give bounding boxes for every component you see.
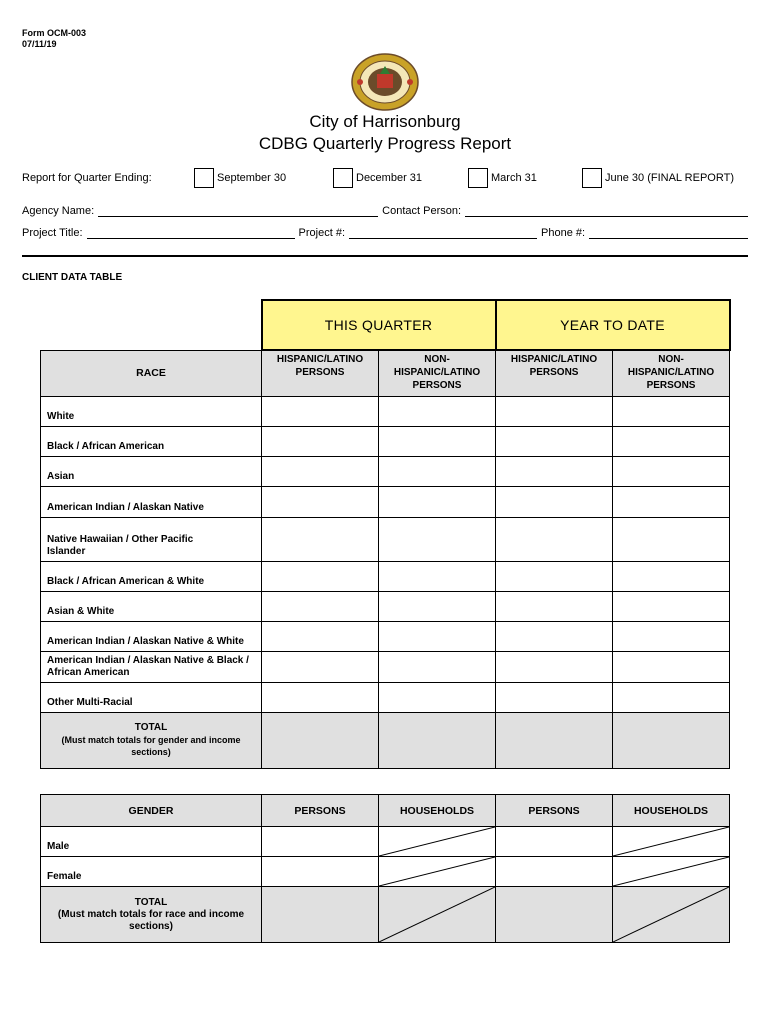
gender-column-header: GENDER [41,795,262,827]
race-row-label: Asian & White [41,591,262,621]
race-input-cell[interactable] [379,426,496,456]
option-december-31: December 31 [356,172,423,184]
project-number-label: Project #: [298,227,345,239]
race-row-label: American Indian / Alaskan Native & White [41,621,262,651]
race-input-cell[interactable] [262,682,379,712]
crossed-out-cell [379,827,496,857]
race-row-label: Other Multi-Racial [41,682,262,712]
race-input-cell[interactable] [613,651,730,682]
ytd-non-hispanic-header: NON- HISPANIC/LATINO PERSONS [613,350,730,396]
option-september-30: September 30 [217,172,287,184]
form-number: Form OCM-003 [22,28,87,38]
race-input-cell[interactable] [379,621,496,651]
race-input-cell[interactable] [379,651,496,682]
race-data-table [40,299,731,769]
checkbox-march-31[interactable] [468,168,488,188]
race-input-cell[interactable] [379,561,496,591]
project-title-label: Project Title: [22,227,83,239]
phone-field[interactable] [589,226,748,239]
agency-name-field[interactable] [98,204,378,217]
report-title-name: CDBG Quarterly Progress Report [258,134,512,153]
crossed-out-cell [613,887,730,943]
option-march-31: March 31 [491,172,537,184]
form-number-block [22,28,86,50]
race-input-cell[interactable] [379,456,496,486]
race-input-cell[interactable] [262,426,379,456]
race-row-label: American Indian / Alaskan Native & Black / African American [41,651,262,682]
race-input-cell[interactable] [496,561,613,591]
section-divider [22,255,748,257]
year-to-date-header: YEAR TO DATE [496,300,730,350]
report-title-city: City of Harrisonburg [309,112,461,131]
option-june-30-final: June 30 (FINAL REPORT) [605,172,734,184]
gender-total-cell[interactable] [496,887,613,943]
project-title-field[interactable] [87,226,295,239]
crossed-out-cell [613,827,730,857]
race-input-cell[interactable] [613,621,730,651]
corner-blank [41,300,262,350]
race-input-cell[interactable] [496,517,613,561]
race-total-cell[interactable] [262,712,379,768]
race-input-cell[interactable] [496,621,613,651]
race-input-cell[interactable] [496,486,613,517]
race-input-cell[interactable] [262,517,379,561]
race-input-cell[interactable] [262,651,379,682]
project-row [22,226,748,239]
race-row-label: Native Hawaiian / Other Pacific Islander [41,517,262,561]
ytd-hispanic-header: HISPANIC/LATINO PERSONS [496,350,613,396]
race-input-cell[interactable] [262,486,379,517]
project-number-field[interactable] [349,226,537,239]
tq-hispanic-header: HISPANIC/LATINO PERSONS [262,350,379,396]
city-seal-logo [350,52,420,112]
contact-person-field[interactable] [465,204,748,217]
ytd-households-header: HOUSEHOLDS [613,795,730,827]
race-input-cell[interactable] [496,426,613,456]
race-input-cell[interactable] [379,396,496,426]
tq-households-header: HOUSEHOLDS [379,795,496,827]
checkbox-december-31[interactable] [333,168,353,188]
race-input-cell[interactable] [613,456,730,486]
race-input-cell[interactable] [262,396,379,426]
this-quarter-header: THIS QUARTER [262,300,496,350]
agency-contact-row [22,204,748,217]
race-input-cell[interactable] [262,621,379,651]
race-column-header: RACE [41,350,262,396]
tq-persons-header: PERSONS [262,795,379,827]
race-input-cell[interactable] [496,591,613,621]
race-row-label: Black / African American [41,426,262,456]
race-total-cell[interactable] [496,712,613,768]
race-row-label: Black / African American & White [41,561,262,591]
checkbox-september-30[interactable] [194,168,214,188]
race-input-cell[interactable] [496,396,613,426]
race-input-cell[interactable] [379,486,496,517]
race-row-label: American Indian / Alaskan Native [41,486,262,517]
agency-name-label: Agency Name: [22,205,95,217]
race-input-cell[interactable] [262,561,379,591]
race-input-cell[interactable] [379,591,496,621]
race-input-cell[interactable] [613,561,730,591]
race-input-cell[interactable] [262,456,379,486]
checkbox-june-30[interactable] [582,168,602,188]
race-row-label: White [41,396,262,426]
race-row-label: Asian [41,456,262,486]
gender-data-table [40,794,730,943]
crossed-out-cell [379,857,496,887]
race-input-cell[interactable] [613,517,730,561]
client-data-table-heading: CLIENT DATA TABLE [22,272,123,283]
race-input-cell[interactable] [496,651,613,682]
race-input-cell[interactable] [613,426,730,456]
race-total-label: TOTAL (Must match totals for gender and income sections) [41,712,262,768]
race-total-cell[interactable] [613,712,730,768]
race-input-cell[interactable] [379,517,496,561]
gender-input-cell[interactable] [496,857,613,887]
race-input-cell[interactable] [613,486,730,517]
crossed-out-cell [613,857,730,887]
tq-non-hispanic-header: NON- HISPANIC/LATINO PERSONS [379,350,496,396]
race-input-cell[interactable] [379,682,496,712]
gender-input-cell[interactable] [496,827,613,857]
ytd-persons-header: PERSONS [496,795,613,827]
gender-input-cell[interactable] [262,827,379,857]
race-input-cell[interactable] [496,456,613,486]
gender-total-cell[interactable] [262,887,379,943]
quarter-label: Report for Quarter Ending: [22,172,152,184]
race-input-cell[interactable] [496,682,613,712]
gender-row-label: Female [41,857,262,887]
race-total-cell[interactable] [379,712,496,768]
gender-row-label: Male [41,827,262,857]
form-date: 07/11/19 [22,39,57,49]
phone-label: Phone #: [541,227,586,239]
contact-person-label: Contact Person: [382,205,462,217]
race-input-cell[interactable] [262,591,379,621]
race-input-cell[interactable] [613,591,730,621]
gender-input-cell[interactable] [262,857,379,887]
race-input-cell[interactable] [613,682,730,712]
race-input-cell[interactable] [613,396,730,426]
crossed-out-cell [379,887,496,943]
gender-total-label: TOTAL (Must match totals for race and income sections) [41,887,262,943]
